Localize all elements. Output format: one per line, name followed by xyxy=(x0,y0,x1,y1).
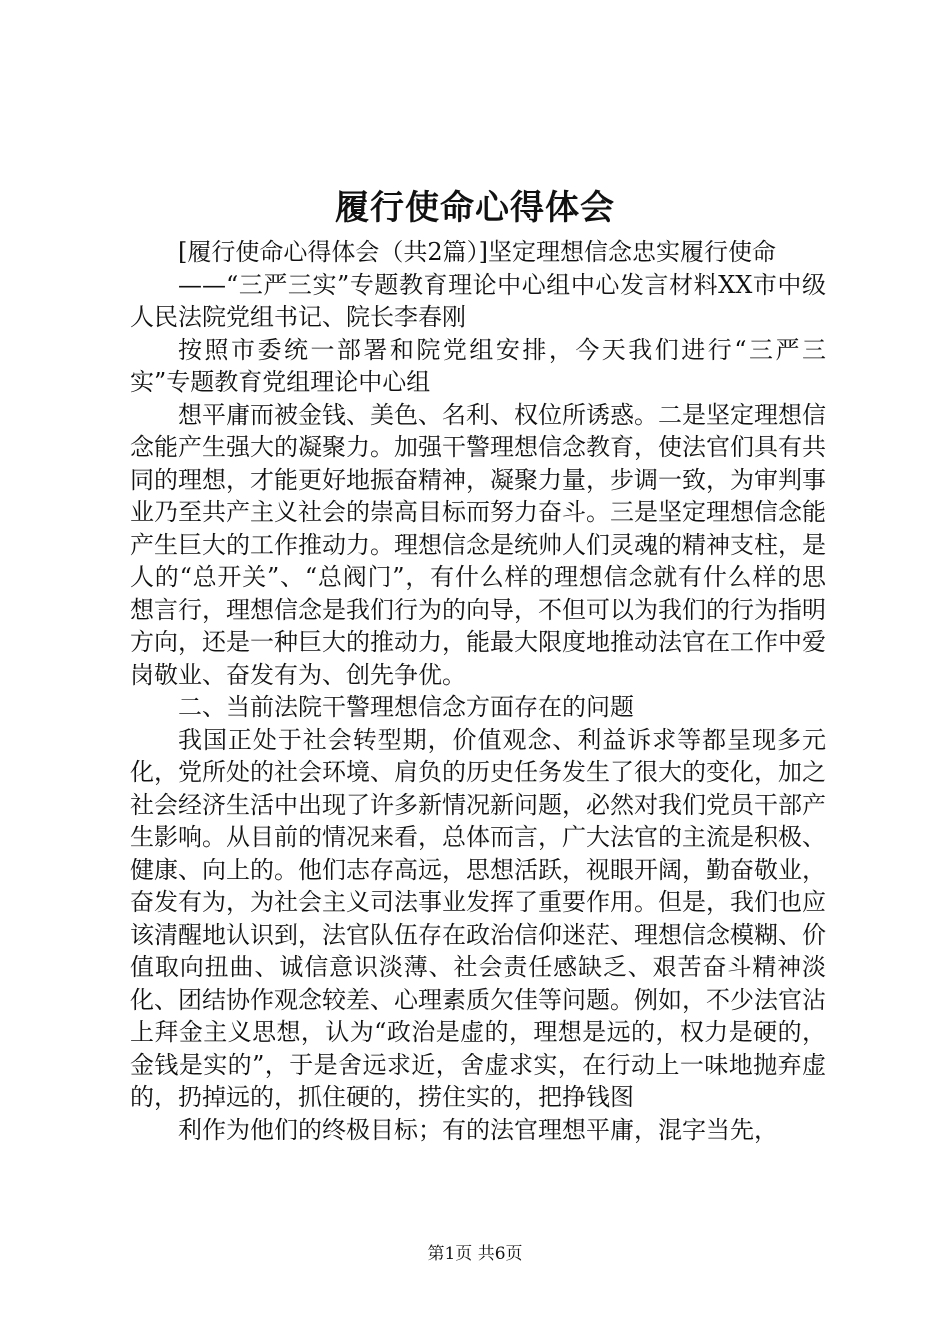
paragraph: 我国正处于社会转型期，价值观念、利益诉求等都呈现多元化，党所处的社会环境、肩负的历史任务发生了很大的变化，加之社会经济生活中出现了许多新情况新问题，必然对我们党员干部产生影响。从目前的情况来看，总体而言，广大法官的主流是积极、健康、向上的。他们志存高远，思想活跃，视眼开阔，勤奋敬业，奋发有为，为社会主义司法事业发挥了重要作用。但是，我们也应该清醒地认识到，法官队伍存在政治信仰迷茫、理想信念模糊、价值取向扭曲、诚信意识淡薄、社会责任感缺乏、艰苦奋斗精神淡化、团结协作观念较差、心理素质欠佳等问题。例如，不少法官沾上拜金主义思想，认为“政治是虚的，理想是远的，权力是硬的，金钱是实的”，于是舍远求近，舍虚求实，在行动上一味地抛弃虚的，扔掉远的，抓住硬的，捞住实的，把挣钱图 xyxy=(130,725,826,1111)
paragraph: [履行使命心得体会（共2篇）]坚定理想信念忠实履行使命 xyxy=(178,238,776,266)
paragraph: 利作为他们的终极目标；有的法官理想平庸，混字当先， xyxy=(178,1115,778,1144)
paragraph: 想平庸而被金钱、美色、名利、权位所诱惑。二是坚定理想信念能产生强大的凝聚力。加强干警理想信念教育，使法官们具有共同的理想，才能更好地振奋精神，凝聚力量，步调一致，为审判事业乃至共产主义社会的崇高目标而努力奋斗。三是坚定理想信念能产生巨大的工作推动力。理想信念是统帅人们灵魂的精神支柱，是人的“总开关”、“总阀门”，有什么样的理想信念就有什么样的思想言行，理想信念是我们行为的向导，不但可以为我们的行为指明方向，还是一种巨大的推动力，能最大限度地推动法官在工作中爱岗敬业、奋发有为、创先争优。 xyxy=(130,400,826,689)
section-heading: 二、当前法院干警理想信念方面存在的问题 xyxy=(178,693,634,721)
document-body xyxy=(130,236,826,1146)
page-footer: 第1页 共6页 xyxy=(427,1244,523,1264)
paragraph: ——“三严三实”专题教育理论中心组中心发言材料XX市中级人民法院党组书记、院长李春刚 xyxy=(130,270,826,331)
paragraph: 按照市委统一部署和院党组安排，今天我们进行“三严三实”专题教育党组理论中心组 xyxy=(130,335,826,396)
document-title: 履行使命心得体会 xyxy=(335,188,615,228)
